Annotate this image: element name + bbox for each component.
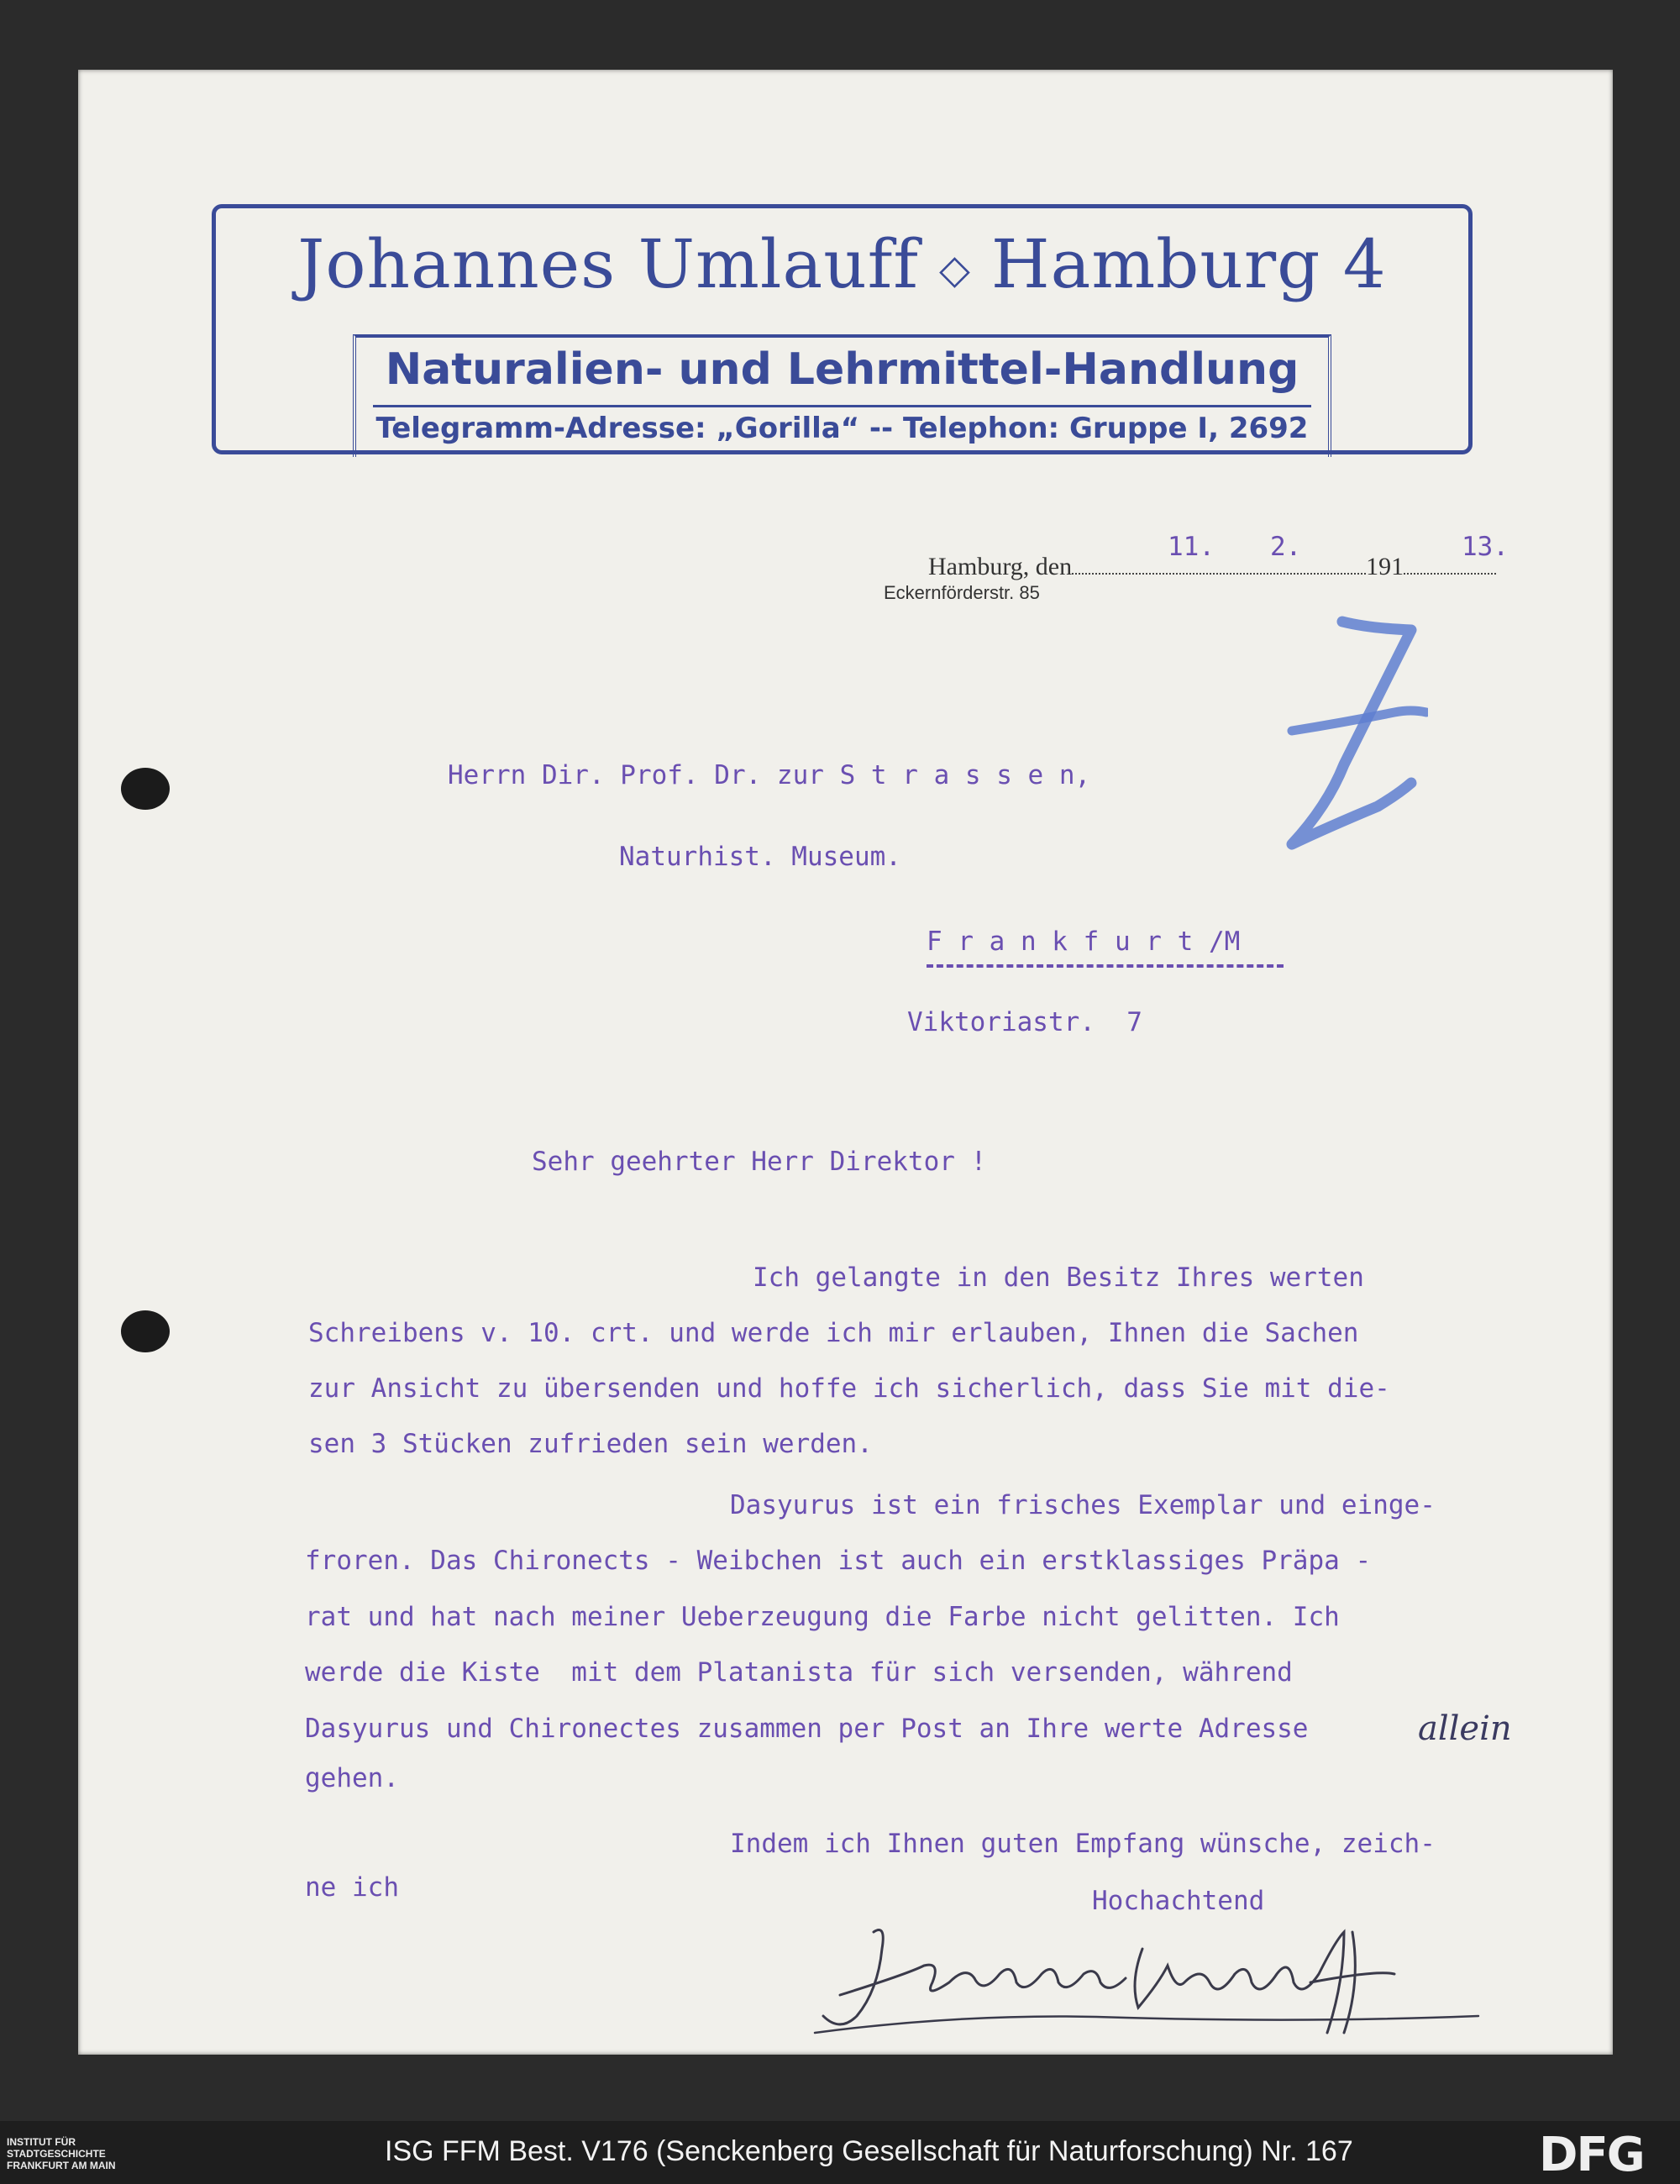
body-line-1: Ich gelangte in den Besitz Ihres werten [753,1263,1364,1293]
body-line-5: Dasyurus ist ein frisches Exemplar und einge- [730,1490,1436,1520]
signature [806,1915,1495,2050]
salutation: Sehr geehrter Herr Direktor ! [532,1147,987,1177]
body-line-11: Indem ich Ihnen guten Empfang wünsche, zeich- [730,1829,1436,1859]
crayon-z-annotation [1277,605,1428,857]
letterhead-title [216,225,1468,303]
recipient-institution: Naturhist. Museum. [619,842,901,872]
annotation-letter: Z [1277,605,1278,606]
date-month: 2. [1270,532,1302,562]
dateline-year-prefix: 191 [1366,553,1404,580]
diamond-separator-icon: ◇ [938,246,971,293]
body-line-8: werde die Kiste mit dem Platanista für sich versenden, während [305,1657,1293,1688]
telegram-telephone-line: Telegramm-Adresse: „Gorilla“ -- Telephon: Gruppe I, 2692 [375,412,1309,445]
year-dotted-line [1404,573,1496,575]
signature-text: Johannes Umlauff [806,1915,814,1916]
city-underline [927,964,1284,968]
body-line-3: zur Ansicht zu übersenden und hoffe ich sicherlich, dass Sie mit die- [308,1373,1390,1404]
body-line-4: sen 3 Stücken zufrieden sein werden. [308,1429,873,1459]
body-line-9: Dasyurus und Chironectes zusammen per Post an Ihre werte Adresse [305,1714,1309,1744]
institution-label: INSTITUT FÜR STADTGESCHICHTE FRANKFURT AM MAIN [7,2136,116,2171]
date-day: 11. [1168,532,1215,562]
recipient-name: Herrn Dir. Prof. Dr. zur S t r a s s e n, [448,760,1091,790]
date-year: 13. [1462,532,1509,562]
handwritten-insert: allein [1418,1709,1512,1748]
company-name: Johannes Umlauff [297,225,919,303]
body-line-10: gehen. [305,1763,399,1793]
business-description: Naturalien- und Lehrmittel-Handlung [385,344,1299,395]
archive-caption: ISG FFM Best. V176 (Senckenberg Gesellschaft für Naturforschung) Nr. 167 [385,2135,1353,2167]
letterhead-divider [373,405,1311,407]
punch-hole-bottom [121,1310,170,1352]
punch-hole-top [121,768,170,810]
sender-address: Eckernförderstr. 85 [884,582,1040,603]
letterhead-subbox [353,334,1331,457]
letterhead [212,204,1473,454]
body-line-12: ne ich [305,1872,399,1903]
body-line-6: froren. Das Chironects - Weibchen ist auch ein erstklassiges Präpa - [305,1546,1372,1576]
recipient-street: Viktoriastr. 7 [907,1007,1142,1037]
closing: Hochachtend [1092,1886,1265,1916]
body-line-7: rat und hat nach meiner Ueberzeugung die Farbe nicht gelitten. Ich [305,1602,1340,1632]
archive-footer [0,2121,1680,2184]
company-city: Hamburg 4 [990,225,1387,303]
body-line-2: Schreibens v. 10. crt. und werde ich mir erlauben, Ihnen die Sachen [308,1318,1359,1348]
date-dotted-line [1072,573,1366,575]
dateline-place: Hamburg, den [928,553,1073,580]
dfg-logo: DFG [1539,2128,1644,2182]
recipient-city: F r a n k f u r t /M [927,927,1241,957]
